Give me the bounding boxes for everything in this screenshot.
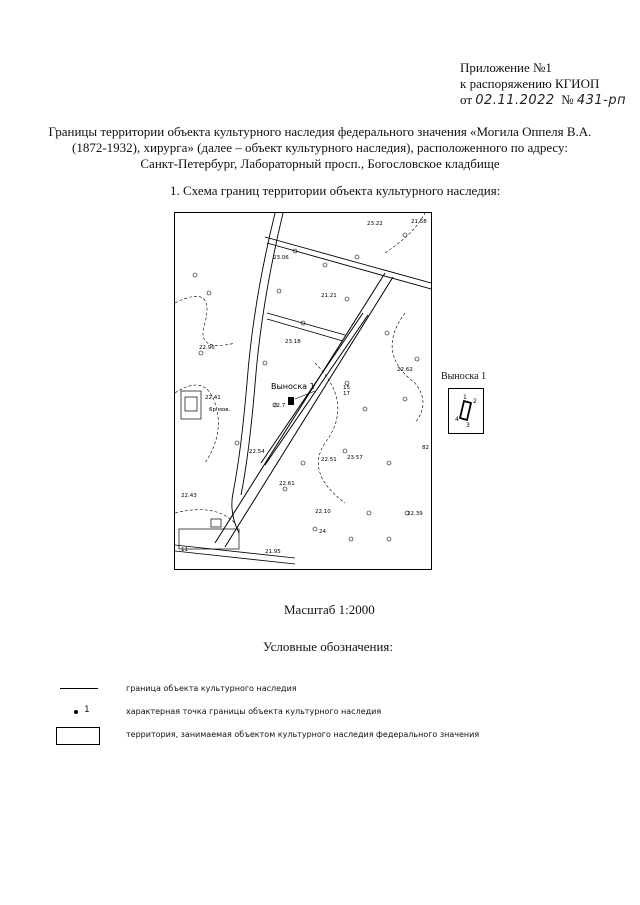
elevation-label: 11 [181, 547, 188, 553]
appendix-line-1: Приложение №1 [460, 60, 552, 75]
legend-item-text: характерная точка границы объекта культурного наследия [126, 707, 382, 716]
buildings [179, 391, 239, 549]
elevation-label: 21.95 [265, 549, 281, 555]
elevation-label: 22.51 [321, 457, 337, 463]
map-scale: Масштаб 1:2000 [284, 602, 375, 617]
boundary-point-label: 4 [455, 416, 459, 423]
boundary-point-label: 2 [473, 398, 477, 405]
main-road [215, 273, 393, 547]
appendix-date-prefix: от [460, 92, 473, 107]
elevation-label: 23.18 [285, 339, 301, 345]
elevation-label: 22.41 [205, 395, 221, 401]
elevation-label: 21.58 [411, 219, 427, 225]
appendix-date: 02.11.2022 [475, 93, 555, 108]
building-label: 6р.мов. [209, 407, 231, 413]
elevation-label: 22.54 [249, 449, 265, 455]
map-frame [174, 212, 432, 570]
point-symbol-label: 1 [84, 705, 90, 715]
point-symbol [74, 710, 78, 714]
legend-item-text: граница объекта культурного наследия [126, 684, 297, 693]
appendix-block [460, 60, 626, 109]
elevation-label: 17 [343, 391, 350, 397]
elevation-label: 15 [343, 385, 350, 391]
legend-title: Условные обозначения: [263, 639, 394, 654]
elevation-label: 23.06 [273, 255, 289, 261]
boundary-line-symbol [60, 688, 98, 689]
heritage-boundary [460, 401, 471, 420]
elevation-label: 22.43 [181, 493, 197, 499]
title-line-3: Санкт-Петербург, Лабораторный просп., Богословское кладбище [140, 156, 500, 171]
document-title [40, 124, 600, 172]
boundary-point-label: 1 [463, 394, 467, 401]
elevation-label: 22.10 [315, 509, 331, 515]
callout-label: Выноска 1 [271, 382, 315, 391]
contours [175, 213, 425, 523]
appendix-line-2: к распоряжению КГИОП [460, 76, 600, 91]
legend-item-text: территория, занимаемая объектом культурного наследия федерального значения [126, 730, 480, 739]
elevation-label: 22.7 [273, 403, 286, 409]
legend-item-boundary [56, 683, 616, 707]
section-heading: 1. Схема границ территории объекта культурного наследия: [170, 183, 501, 198]
elevation-label: 22.61 [279, 481, 295, 487]
appendix-number: 431-рп [576, 93, 627, 108]
boundary-point-label: 3 [466, 422, 470, 429]
elevation-label: 22.39 [407, 511, 423, 517]
curved-path [232, 213, 283, 533]
upper-road [265, 237, 431, 341]
title-line-1: Границы территории объекта культурного наследия федерального значения «Могила Оппеля В.А. [48, 124, 592, 139]
inset-label: Выноска 1 [441, 371, 487, 382]
heritage-object-marker [288, 397, 294, 405]
area-symbol [56, 727, 100, 745]
elevation-label: 23.57 [347, 455, 363, 461]
legend-item-point [56, 706, 616, 730]
elevation-label: 21.21 [321, 293, 337, 299]
appendix-number-prefix: № [561, 92, 574, 107]
elevation-label: 24 [319, 529, 326, 535]
legend-item-area [56, 729, 616, 753]
elevation-label: 82 [422, 445, 429, 451]
topographic-map [175, 213, 431, 569]
elevation-label: 22.62 [397, 367, 413, 373]
title-line-2: (1872-1932), хирурга» (далее – объект культурного наследия), расположенного по адресу: [72, 140, 568, 155]
inset-callout [448, 388, 484, 434]
elevation-label: 22.96 [199, 345, 215, 351]
elevation-label: 23.22 [367, 221, 383, 227]
appendix-line-3 [460, 92, 626, 109]
